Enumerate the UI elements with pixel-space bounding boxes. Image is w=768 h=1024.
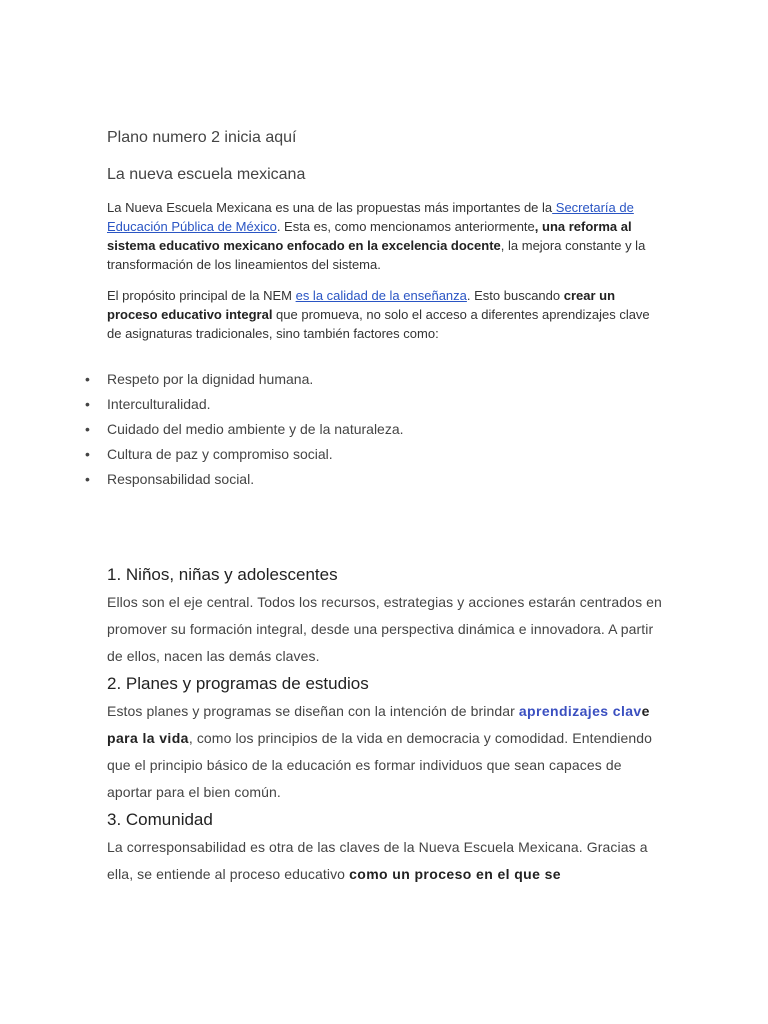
section-heading-2: 2. Planes y programas de estudios [107, 674, 369, 693]
intro-paragraph [107, 198, 667, 274]
purpose-text-3: que promueva, no solo el acceso a diferentes aprendizajes clave de asignaturas tradicionales, sino también factores como: [107, 307, 650, 341]
document-content [85, 128, 667, 888]
list-item [85, 467, 667, 492]
list-item-text: Cuidado del medio ambiente y de la naturaleza. [107, 421, 404, 437]
list-item-text: Cultura de paz y compromiso social. [107, 446, 333, 462]
bullet-icon: • [85, 446, 90, 462]
purpose-text-1: El propósito principal de la NEM [107, 288, 296, 303]
list-item-text: Respeto por la dignidad humana. [107, 371, 314, 387]
purpose-text-2: . Esto buscando [466, 288, 564, 303]
section-2-text-2: , como los principios de la vida en democracia y comodidad. Entendiendo que el principio básico de la educación es formar individuos que sean capaces de aportar para el bien común. [107, 730, 652, 800]
bullet-icon: • [85, 471, 90, 487]
section-body-3 [107, 834, 667, 888]
bullet-icon: • [85, 421, 90, 437]
section-heading-3: 3. Comunidad [107, 810, 213, 829]
list-item [85, 442, 667, 467]
section-heading-1: 1. Niños, niñas y adolescentes [107, 565, 338, 584]
list-item [85, 367, 667, 392]
intro-text-2: . Esta es, como mencionamos anteriormente [276, 219, 535, 234]
list-item-text: Interculturalidad. [107, 396, 211, 412]
section-2-text-1: Estos planes y programas se diseñan con la intención de brindar [107, 703, 519, 719]
list-item-text: Responsabilidad social. [107, 471, 255, 487]
purpose-bold: crear un proceso educativo integral [107, 288, 616, 322]
section-3-bold: como un proceso en el que se [349, 866, 561, 882]
quality-link[interactable]: es la calidad de la enseñanza [295, 288, 467, 303]
bullet-icon: • [85, 371, 90, 387]
intro-text-3: , la mejora constante y la transformación de los lineamientos del sistema. [107, 238, 646, 272]
values-list [85, 367, 667, 492]
list-item [85, 417, 667, 442]
intro-text-1: La Nueva Escuela Mexicana es una de las propuestas más importantes de la [107, 200, 553, 215]
sep-link[interactable]: Secretaría de Educación Pública de México [107, 200, 634, 234]
section-2-bold: e para la vida [107, 703, 650, 746]
intro-bold: , una reforma al sistema educativo mexicano enfocado en la excelencia docente [107, 219, 632, 253]
purpose-paragraph [107, 286, 667, 343]
bullet-icon: • [85, 396, 90, 412]
section-3-text-1: La corresponsabilidad es otra de las claves de la Nueva Escuela Mexicana. Gracias a ella, se entiende al proceso educativo [107, 839, 648, 882]
document-title: Plano numero 2 inicia aquí [107, 129, 297, 146]
list-item [85, 392, 667, 417]
section-body-1: Ellos son el eje central. Todos los recursos, estrategias y acciones estarán centrados en promover su formación integral, desde una perspectiva dinámica e innovadora. A partir de ellos, nacen las demás claves. [107, 594, 662, 664]
section-body-2 [107, 698, 667, 806]
document-subtitle: La nueva escuela mexicana [107, 166, 306, 183]
section-2-highlight: aprendizajes clav [518, 703, 642, 719]
